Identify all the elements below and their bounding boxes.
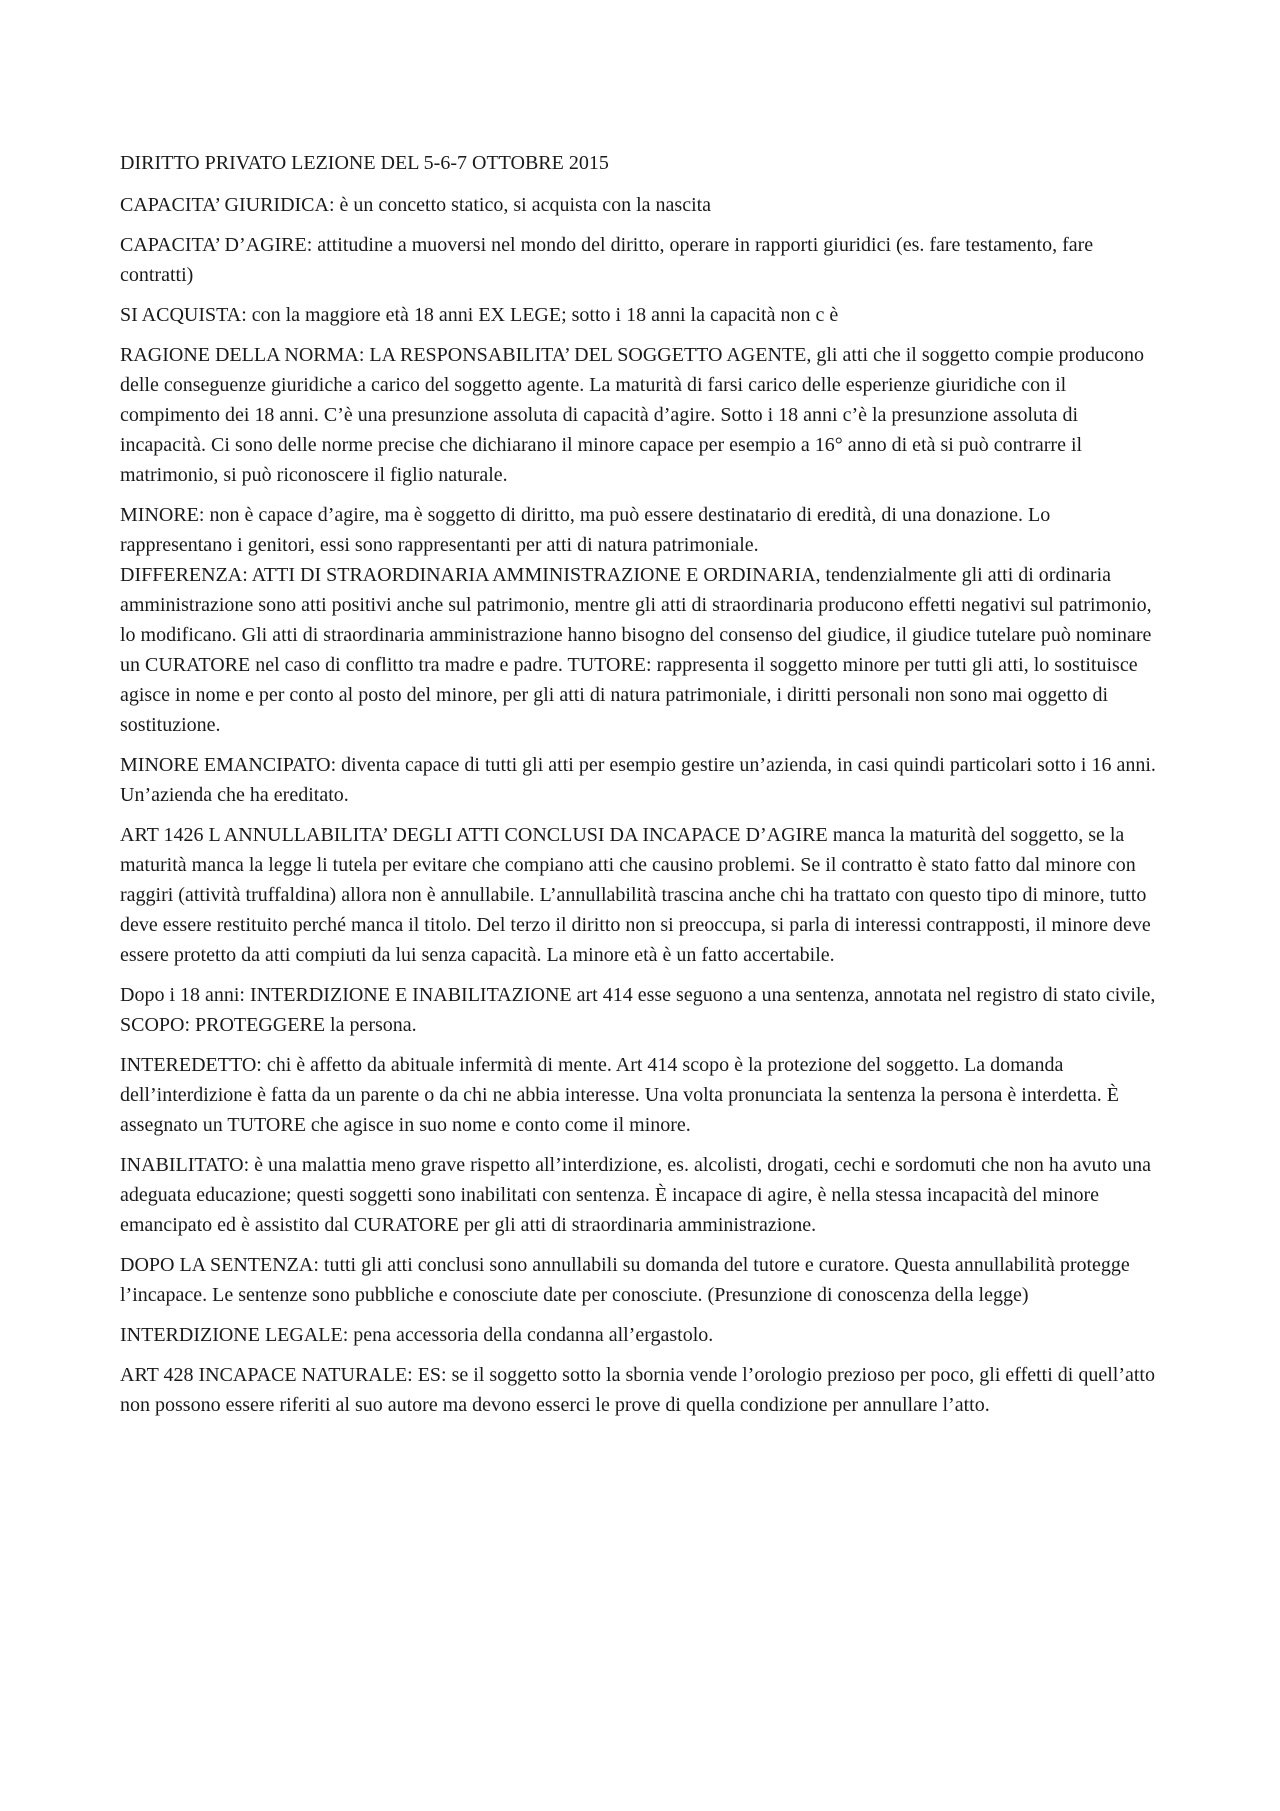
paragraph-minore-emancipato: MINORE EMANCIPATO: diventa capace di tutti gli atti per esempio gestire un’azienda, in casi quindi particolari sotto i 16 anni. Un’azienda che ha ereditato. bbox=[120, 754, 1156, 806]
paragraph-si-acquista: SI ACQUISTA: con la maggiore età 18 anni EX LEGE; sotto i 18 anni la capacità non c è bbox=[120, 304, 839, 326]
paragraph-art-428: ART 428 INCAPACE NATURALE: ES: se il soggetto sotto la sbornia vende l’orologio prezioso per poco, gli effetti di quell’atto non possono essere riferiti al suo autore ma devono esserci le prove di quella condizione per annullare l’atto. bbox=[120, 1364, 1155, 1416]
paragraph-capacita-agire: CAPACITA’ D’AGIRE: attitudine a muoversi nel mondo del diritto, operare in rapporti giuridici (es. fare testamento, fare contratti) bbox=[120, 234, 1094, 286]
paragraph-differenza: DIFFERENZA: ATTI DI STRAORDINARIA AMMINISTRAZIONE E ORDINARIA, tendenzialmente gli atti di ordinaria amministrazione sono atti positivi anche sul patrimonio, mentre gli atti di straordinaria producono effetti negativi sul patrimonio, lo modificano. Gli atti di straordinaria amministrazione hanno bisogno del consenso del giudice, il giudice tutelare può nominare un CURATORE nel caso di conflitto tra madre e padre. TUTORE: rappresenta il soggetto minore per tutti gli atti, lo sostituisce agisce in nome e per conto al posto del minore, per gli atti di natura patrimoniale, i diritti personali non sono mai oggetto di sostituzione. bbox=[120, 564, 1152, 736]
document-title: DIRITTO PRIVATO LEZIONE DEL 5-6-7 OTTOBRE 2015 bbox=[120, 152, 609, 174]
paragraph-interedetto: INTEREDETTO: chi è affetto da abituale infermità di mente. Art 414 scopo è la protezione del soggetto. La domanda dell’interdizione è fatta da un parente o da chi ne abbia interesse. Una volta pronunciata la sentenza la persona è interdetta. È assegnato un TUTORE che agisce in suo nome e conto come il minore. bbox=[120, 1054, 1120, 1136]
paragraph-interdizione-legale: INTERDIZIONE LEGALE: pena accessoria della condanna all’ergastolo. bbox=[120, 1324, 714, 1346]
paragraph-art-1426: ART 1426 L ANNULLABILITA’ DEGLI ATTI CONCLUSI DA INCAPACE D’AGIRE manca la maturità del soggetto, se la maturità manca la legge li tutela per evitare che compiano atti che causino problemi. Se il contratto è stato fatto dal minore con raggiri (attività truffaldina) allora non è annullabile. L’annullabilità trascina anche chi ha trattato con questo tipo di minore, tutto deve essere restituito perché manca il titolo. Del terzo il diritto non si preoccupa, si parla di interessi contrapposti, il minore deve essere protetto da atti compiuti da lui senza capacità. La minore età è un fatto accertabile. bbox=[120, 824, 1151, 966]
paragraph-dopo-sentenza: DOPO LA SENTENZA: tutti gli atti conclusi sono annullabili su domanda del tutore e curatore. Questa annullabilità protegge l’incapace. Le sentenze sono pubbliche e conosciute date per conosciute. (Presunzione di conoscenza della legge) bbox=[120, 1254, 1130, 1306]
paragraph-minore: MINORE: non è capace d’agire, ma è soggetto di diritto, ma può essere destinatario di eredità, di una donazione. Lo rappresentano i genitori, essi sono rappresentanti per atti di natura patrimoniale. bbox=[120, 504, 1051, 556]
paragraph-inabilitato: INABILITATO: è una malattia meno grave rispetto all’interdizione, es. alcolisti, drogati, cechi e sordomuti che non ha avuto una adeguata educazione; questi soggetti sono inabilitati con sentenza. È incapace di agire, è nella stessa incapacità del minore emancipato ed è assistito dal CURATORE per gli atti di straordinaria amministrazione. bbox=[120, 1154, 1152, 1236]
paragraph-dopo-18-anni: Dopo i 18 anni: INTERDIZIONE E INABILITAZIONE art 414 esse seguono a una sentenza, annotata nel registro di stato civile, SCOPO: PROTEGGERE la persona. bbox=[120, 984, 1156, 1036]
paragraph-capacita-giuridica: CAPACITA’ GIURIDICA: è un concetto statico, si acquista con la nascita bbox=[120, 194, 712, 216]
paragraph-ragione-norma: RAGIONE DELLA NORMA: LA RESPONSABILITA’ DEL SOGGETTO AGENTE, gli atti che il soggetto compie producono delle conseguenze giuridiche a carico del soggetto agente. La maturità di farsi carico delle esperienze giuridiche con il compimento dei 18 anni. C’è una presunzione assoluta di capacità d’agire. Sotto i 18 anni c’è la presunzione assoluta di incapacità. Ci sono delle norme precise che dichiarano il minore capace per esempio a 16° anno di età si può contrarre il matrimonio, si può riconoscere il figlio naturale. bbox=[120, 344, 1145, 486]
document-body bbox=[120, 148, 1162, 1430]
